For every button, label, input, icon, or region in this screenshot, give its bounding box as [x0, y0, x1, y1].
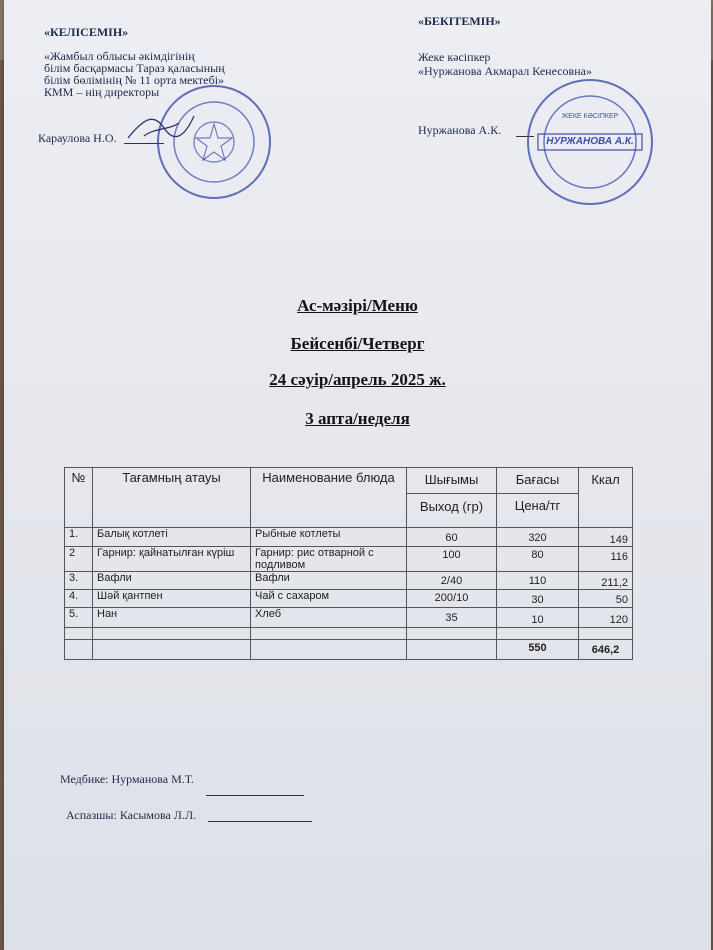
- document-page: [4, 0, 711, 950]
- row-name-kz: Шәй қантпен: [93, 590, 251, 608]
- nurse-label: Медбике: Нурманова М.Т.: [60, 772, 194, 786]
- empty-cell: [65, 640, 93, 660]
- signatory-right: Нуржанова А.К.: [418, 123, 502, 137]
- total-kcal: 646,2: [579, 640, 633, 660]
- approval-title-right: «БЕКІТЕМІН»: [418, 14, 501, 28]
- empty-cell: [65, 628, 93, 640]
- table-row: [65, 608, 633, 628]
- empty-cell: [579, 628, 633, 640]
- row-output: 35: [407, 608, 497, 628]
- round-stamp-right: [524, 76, 656, 208]
- row-name-kz: Нан: [93, 608, 251, 628]
- table-row: [65, 572, 633, 590]
- row-number: 4.: [65, 590, 93, 608]
- org-line: Жеке кәсіпкер: [418, 50, 491, 64]
- row-name-kz: Вафли: [93, 572, 251, 590]
- row-price: 320: [497, 528, 579, 547]
- row-name-kz: Гарнир: қайнатылған күріш: [93, 547, 251, 572]
- table-total-row: [65, 640, 633, 660]
- header-kcal: Ккал: [579, 468, 633, 528]
- empty-cell: [93, 628, 251, 640]
- row-output: 100: [407, 547, 497, 572]
- header-name-ru: Наименование блюда: [251, 468, 407, 528]
- org-line: «Нуржанова Акмарал Кенесовна»: [418, 64, 592, 78]
- menu-table: [64, 467, 633, 660]
- row-price: 80: [497, 547, 579, 572]
- header-output-sub: Выход (гр): [407, 494, 497, 528]
- stamp-subtitle: ЖЕКЕ КӘСІПКЕР: [561, 113, 619, 120]
- org-line: білім бөлімінің № 11 орта мектебі»: [44, 73, 225, 87]
- table-empty-row: [65, 628, 633, 640]
- date-title: 24 сәуір/апрель 2025 ж.: [269, 370, 446, 389]
- header-number: №: [65, 468, 93, 528]
- row-price: 110: [497, 572, 579, 590]
- header-price-sub: Цена/тг: [497, 494, 579, 528]
- table-row: [65, 547, 633, 572]
- empty-cell: [251, 640, 407, 660]
- row-kcal: 149: [579, 528, 633, 547]
- table-header-row: [65, 468, 633, 494]
- row-kcal: 211,2: [579, 572, 633, 590]
- approval-block-right: [418, 15, 592, 77]
- menu-title: Ас-мәзірі/Меню: [297, 296, 418, 315]
- nurse-signature: [60, 772, 194, 787]
- row-output: 60: [407, 528, 497, 547]
- row-number: 3.: [65, 572, 93, 590]
- row-output: 2/40: [407, 572, 497, 590]
- row-output: 200/10: [407, 590, 497, 608]
- cook-signature: [66, 808, 196, 823]
- signature-left: [124, 108, 204, 148]
- empty-cell: [407, 640, 497, 660]
- table-row: [65, 528, 633, 547]
- row-name-ru: Чай с сахаром: [251, 590, 407, 608]
- nurse-signature-line: [206, 795, 304, 796]
- row-name-ru: Рыбные котлеты: [251, 528, 407, 547]
- row-kcal: 116: [579, 547, 633, 572]
- row-number: 5.: [65, 608, 93, 628]
- stamp-name: НУРЖАНОВА А.К.: [546, 136, 634, 147]
- header-price: Бағасы: [497, 468, 579, 494]
- row-name-ru: Вафли: [251, 572, 407, 590]
- org-line: КММ – нің директоры: [44, 85, 160, 99]
- approval-title-left: «КЕЛІСЕМІН»: [44, 25, 129, 39]
- empty-cell: [93, 640, 251, 660]
- row-kcal: 120: [579, 608, 633, 628]
- empty-cell: [251, 628, 407, 640]
- row-kcal: 50: [579, 590, 633, 608]
- row-price: 10: [497, 608, 579, 628]
- table-row: [65, 590, 633, 608]
- cook-signature-line: [208, 821, 312, 822]
- header-name-kz: Тағамның атауы: [93, 468, 251, 528]
- org-line: білім басқармасы Тараз қаласының: [44, 61, 225, 75]
- row-name-kz: Балық котлеті: [93, 528, 251, 547]
- row-number: 1.: [65, 528, 93, 547]
- week-title: 3 апта/неделя: [305, 409, 410, 428]
- empty-cell: [497, 628, 579, 640]
- empty-cell: [407, 628, 497, 640]
- row-name-ru: Гарнир: рис отварной с подливом: [251, 547, 407, 572]
- row-price: 30: [497, 590, 579, 608]
- signatory-left: Караулова Н.О.: [38, 131, 117, 145]
- header-output: Шығымы: [407, 468, 497, 494]
- row-number: 2: [65, 547, 93, 572]
- row-name-ru: Хлеб: [251, 608, 407, 628]
- total-price: 550: [497, 640, 579, 660]
- org-line: «Жамбыл облысы әкімдігінің: [44, 49, 195, 63]
- cook-label: Аспазшы: Касымова Л.Л.: [66, 808, 197, 822]
- day-title: Бейсенбі/Четверг: [290, 334, 425, 353]
